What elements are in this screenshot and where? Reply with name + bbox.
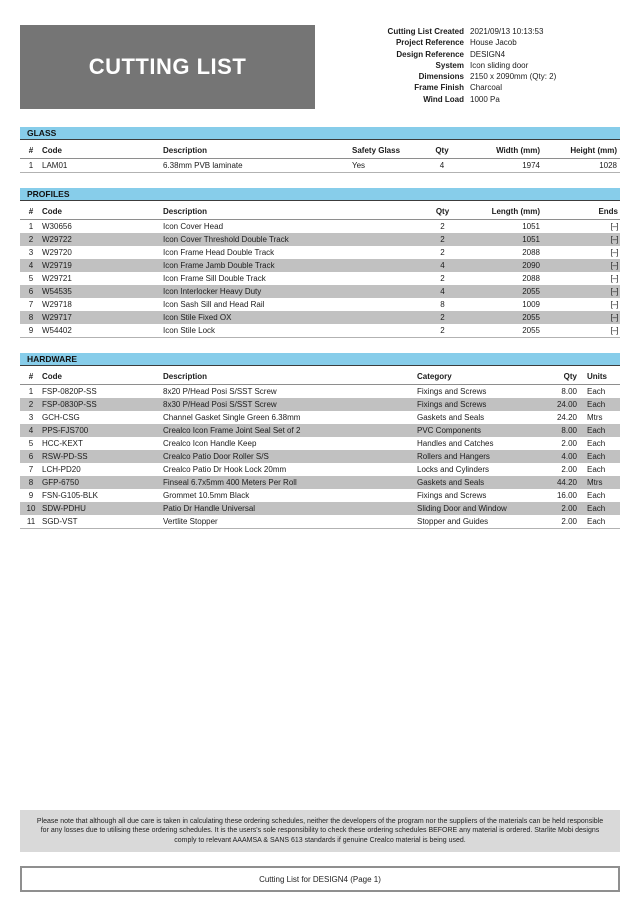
cell-num: 7 bbox=[28, 300, 34, 309]
cell-qty: 2 bbox=[440, 274, 445, 283]
cell-code: W30656 bbox=[42, 222, 72, 231]
cell-qty: 2.00 bbox=[561, 439, 577, 448]
col-header-description: Description bbox=[163, 204, 420, 220]
cell-category: Locks and Cylinders bbox=[417, 465, 490, 474]
cell-description: Vertlite Stopper bbox=[163, 517, 218, 526]
col-header-code: Code bbox=[42, 204, 163, 220]
table-row bbox=[20, 424, 620, 437]
meta-value: 2150 x 2090mm (Qty: 2) bbox=[470, 72, 557, 82]
cell-num: 8 bbox=[28, 313, 34, 322]
col-header-qty: Qty bbox=[540, 369, 577, 385]
cell-ends: [–] bbox=[610, 287, 618, 296]
hardware-section-header: HARDWARE bbox=[20, 353, 620, 366]
col-header-num: # bbox=[20, 369, 42, 385]
disclaimer-box bbox=[20, 810, 620, 852]
cell-height: 1028 bbox=[599, 161, 617, 170]
meta-row bbox=[369, 26, 620, 37]
cell-category: PVC Components bbox=[417, 426, 482, 435]
col-header-code: Code bbox=[42, 369, 163, 385]
page-header bbox=[0, 0, 640, 109]
meta-row bbox=[369, 60, 620, 71]
table-row bbox=[20, 285, 620, 298]
cell-description: Crealco Patio Door Roller S/S bbox=[163, 452, 269, 461]
cell-length: 2055 bbox=[522, 326, 540, 335]
cell-qty: 2 bbox=[440, 326, 445, 335]
cell-qty: 44.20 bbox=[556, 478, 577, 487]
cell-code: GFP-6750 bbox=[42, 478, 79, 487]
meta-value: House Jacob bbox=[470, 38, 517, 48]
cell-description: Icon Cover Threshold Double Track bbox=[163, 235, 289, 244]
cell-length: 2055 bbox=[522, 287, 540, 296]
meta-value: Charcoal bbox=[470, 83, 503, 93]
cell-description: Crealco Patio Dr Hook Lock 20mm bbox=[163, 465, 287, 474]
cell-length: 2090 bbox=[522, 261, 540, 270]
meta-row bbox=[369, 37, 620, 48]
cell-units: Each bbox=[587, 439, 606, 448]
meta-row bbox=[369, 82, 620, 93]
cell-ends: [–] bbox=[610, 261, 618, 270]
cell-qty: 16.00 bbox=[556, 491, 577, 500]
table-row bbox=[20, 463, 620, 476]
cell-code: FSP-0820P-SS bbox=[42, 387, 97, 396]
col-header-width: Width (mm) bbox=[462, 143, 540, 159]
cell-code: HCC-KEXT bbox=[42, 439, 83, 448]
cell-category: Gaskets and Seals bbox=[417, 413, 485, 422]
meta-row bbox=[369, 49, 620, 60]
cell-code: LAM01 bbox=[42, 161, 68, 170]
meta-label: Design Reference bbox=[396, 49, 464, 59]
document-meta bbox=[369, 26, 620, 105]
cell-description: Icon Frame Head Double Track bbox=[163, 248, 275, 257]
cell-length: 1051 bbox=[522, 235, 540, 244]
cell-ends: [–] bbox=[610, 326, 618, 335]
cell-length: 2088 bbox=[522, 274, 540, 283]
table-row bbox=[20, 489, 620, 502]
cell-qty: 24.00 bbox=[556, 400, 577, 409]
cell-num: 10 bbox=[26, 504, 36, 513]
col-header-description: Description bbox=[163, 143, 352, 159]
cell-description: 6.38mm PVB laminate bbox=[163, 161, 243, 170]
table-row bbox=[20, 515, 620, 529]
cell-description: Icon Frame Sill Double Track bbox=[163, 274, 266, 283]
table-row bbox=[20, 476, 620, 489]
cell-code: W54535 bbox=[42, 287, 72, 296]
cell-num: 9 bbox=[28, 491, 34, 500]
cell-code: W29717 bbox=[42, 313, 72, 322]
cell-code: W29720 bbox=[42, 248, 72, 257]
cell-units: Each bbox=[587, 400, 606, 409]
col-header-safety-glass: Safety Glass bbox=[352, 143, 422, 159]
table-row bbox=[20, 272, 620, 285]
page-footer bbox=[20, 866, 620, 892]
cell-units: Each bbox=[587, 504, 606, 513]
cell-category: Rollers and Hangers bbox=[417, 452, 490, 461]
cell-description: Crealco Icon Frame Joint Seal Set of 2 bbox=[163, 426, 301, 435]
col-header-num: # bbox=[20, 204, 42, 220]
cell-qty: 2.00 bbox=[561, 504, 577, 513]
meta-value: DESIGN4 bbox=[470, 49, 506, 59]
hardware-section bbox=[20, 353, 620, 529]
cell-num: 4 bbox=[28, 426, 34, 435]
cell-code: RSW-PD-SS bbox=[42, 452, 88, 461]
cell-units: Each bbox=[587, 426, 606, 435]
cell-ends: [–] bbox=[610, 274, 618, 283]
table-row bbox=[20, 259, 620, 272]
cell-code: SGD-VST bbox=[42, 517, 78, 526]
meta-row bbox=[369, 94, 620, 105]
cell-ends: [–] bbox=[610, 248, 618, 257]
footer-text: Cutting List for DESIGN4 (Page 1) bbox=[259, 874, 381, 884]
cell-category: Gaskets and Seals bbox=[417, 478, 485, 487]
cell-num: 9 bbox=[28, 326, 34, 335]
cell-qty: 4 bbox=[440, 287, 445, 296]
cell-qty: 4 bbox=[439, 161, 445, 170]
cell-description: Icon Cover Head bbox=[163, 222, 224, 231]
cell-category: Handles and Catches bbox=[417, 439, 494, 448]
cell-num: 3 bbox=[28, 248, 34, 257]
page-title: CUTTING LIST bbox=[88, 54, 247, 79]
meta-value: 1000 Pa bbox=[470, 94, 500, 104]
cell-code: FSN-G105-BLK bbox=[42, 491, 99, 500]
cell-code: W29718 bbox=[42, 300, 72, 309]
cell-qty: 8.00 bbox=[561, 387, 577, 396]
cell-num: 6 bbox=[28, 287, 34, 296]
cell-num: 1 bbox=[28, 222, 34, 231]
cell-code: PPS-FJS700 bbox=[42, 426, 89, 435]
meta-label: System bbox=[435, 60, 464, 70]
cell-qty: 2 bbox=[440, 248, 445, 257]
cell-units: Each bbox=[587, 517, 606, 526]
cell-category: Fixings and Screws bbox=[417, 387, 487, 396]
cell-qty: 2 bbox=[440, 235, 445, 244]
table-row bbox=[20, 246, 620, 259]
cell-qty: 4.00 bbox=[561, 452, 577, 461]
cell-description: Icon Interlocker Heavy Duty bbox=[163, 287, 262, 296]
col-header-code: Code bbox=[42, 143, 163, 159]
col-header-description: Description bbox=[163, 369, 417, 385]
meta-label: Cutting List Created bbox=[387, 27, 464, 36]
cell-num: 1 bbox=[28, 161, 34, 170]
cell-units: Each bbox=[587, 452, 606, 461]
meta-label: Dimensions bbox=[418, 72, 464, 82]
cell-code: W29721 bbox=[42, 274, 72, 283]
col-header-height: Height (mm) bbox=[540, 143, 620, 159]
meta-label: Wind Load bbox=[423, 94, 464, 104]
cell-length: 1051 bbox=[522, 222, 540, 231]
cell-description: Icon Stile Lock bbox=[163, 326, 216, 335]
cell-category: Stopper and Guides bbox=[417, 517, 489, 526]
hardware-table bbox=[20, 369, 620, 529]
cell-category: Sliding Door and Window bbox=[417, 504, 507, 513]
cell-description: 8x20 P/Head Posi S/SST Screw bbox=[163, 387, 277, 396]
cell-num: 7 bbox=[28, 465, 34, 474]
meta-label: Project Reference bbox=[395, 38, 464, 48]
cell-ends: [–] bbox=[610, 313, 618, 322]
glass-section-header: GLASS bbox=[20, 127, 620, 140]
cell-description: Icon Sash Sill and Head Rail bbox=[163, 300, 265, 309]
col-header-num: # bbox=[20, 143, 42, 159]
table-row bbox=[20, 437, 620, 450]
glass-section bbox=[20, 127, 620, 173]
title-box bbox=[20, 25, 315, 109]
cell-length: 1009 bbox=[522, 300, 540, 309]
cell-num: 2 bbox=[28, 400, 34, 409]
cell-description: Icon Stile Fixed OX bbox=[163, 313, 232, 322]
cell-ends: [–] bbox=[610, 222, 618, 231]
cell-length: 2088 bbox=[522, 248, 540, 257]
col-header-qty: Qty bbox=[420, 204, 465, 220]
table-row bbox=[20, 502, 620, 515]
column-header-row bbox=[20, 369, 620, 385]
cell-num: 4 bbox=[28, 261, 34, 270]
cell-num: 5 bbox=[28, 274, 34, 283]
cell-length: 2055 bbox=[522, 313, 540, 322]
cell-qty: 8.00 bbox=[561, 426, 577, 435]
cell-ends: [–] bbox=[610, 300, 618, 309]
col-header-category: Category bbox=[417, 369, 540, 385]
profiles-table bbox=[20, 204, 620, 338]
cell-qty: 2.00 bbox=[561, 465, 577, 474]
cell-units: Each bbox=[587, 491, 606, 500]
column-header-row bbox=[20, 204, 620, 220]
cell-num: 1 bbox=[28, 387, 34, 396]
col-header-length: Length (mm) bbox=[465, 204, 540, 220]
col-header-units: Units bbox=[577, 369, 620, 385]
cell-code: W29722 bbox=[42, 235, 72, 244]
col-header-qty: Qty bbox=[422, 143, 462, 159]
cell-num: 6 bbox=[28, 452, 34, 461]
cell-num: 5 bbox=[28, 439, 34, 448]
cell-qty: 2 bbox=[440, 222, 445, 231]
cell-code: FSP-0830P-SS bbox=[42, 400, 97, 409]
table-row bbox=[20, 311, 620, 324]
cell-description: Patio Dr Handle Universal bbox=[163, 504, 256, 513]
cell-num: 11 bbox=[26, 517, 36, 526]
cell-code: SDW-PDHU bbox=[42, 504, 86, 513]
table-row bbox=[20, 411, 620, 424]
cell-qty: 4 bbox=[440, 261, 445, 270]
cell-category: Fixings and Screws bbox=[417, 491, 487, 500]
table-row bbox=[20, 398, 620, 411]
cell-units: Each bbox=[587, 387, 606, 396]
cell-width: 1974 bbox=[522, 161, 540, 170]
cell-code: W54402 bbox=[42, 326, 72, 335]
meta-row bbox=[369, 71, 620, 82]
cell-num: 3 bbox=[28, 413, 34, 422]
cell-qty: 8 bbox=[440, 300, 445, 309]
table-row bbox=[20, 159, 620, 173]
cell-num: 2 bbox=[28, 235, 34, 244]
disclaimer-text: Please note that although all due care is taken in calculating these ordering schedules, neither the developers of the program nor the suppliers of the materials can be held responsible for any losses due to utilising these ordering schedules. It is the users's sole responsibility to check these ordering schedules BEFORE any material is ordered. Starlite Mobi designs comply to relevant AAAMSA & SANS 613 standards if genuine Crealco material is being used. bbox=[36, 817, 604, 844]
meta-value: 2021/09/13 10:13:53 bbox=[470, 27, 544, 36]
cell-units: Mtrs bbox=[587, 413, 603, 422]
cell-num: 8 bbox=[28, 478, 34, 487]
col-header-ends: Ends bbox=[540, 204, 620, 220]
cell-category: Fixings and Screws bbox=[417, 400, 487, 409]
cell-safety-glass: Yes bbox=[352, 161, 366, 170]
table-row bbox=[20, 233, 620, 246]
cell-description: Grommet 10.5mm Black bbox=[163, 491, 250, 500]
cell-code: W29719 bbox=[42, 261, 72, 270]
meta-value: Icon sliding door bbox=[470, 60, 529, 70]
glass-table bbox=[20, 143, 620, 173]
cell-code: LCH-PD20 bbox=[42, 465, 81, 474]
cell-description: 8x30 P/Head Posi S/SST Screw bbox=[163, 400, 277, 409]
profiles-section-header: PROFILES bbox=[20, 188, 620, 201]
cell-qty: 2.00 bbox=[561, 517, 577, 526]
cell-description: Icon Frame Jamb Double Track bbox=[163, 261, 275, 270]
cell-description: Channel Gasket Single Green 6.38mm bbox=[163, 413, 301, 422]
cell-units: Mtrs bbox=[587, 478, 603, 487]
table-row bbox=[20, 385, 620, 399]
table-row bbox=[20, 450, 620, 463]
table-row bbox=[20, 324, 620, 338]
cell-units: Each bbox=[587, 465, 606, 474]
table-row bbox=[20, 298, 620, 311]
cell-qty: 2 bbox=[440, 313, 445, 322]
cell-description: Finseal 6.7x5mm 400 Meters Per Roll bbox=[163, 478, 297, 487]
cell-description: Crealco Icon Handle Keep bbox=[163, 439, 257, 448]
cell-ends: [–] bbox=[610, 235, 618, 244]
column-header-row bbox=[20, 143, 620, 159]
cell-qty: 24.20 bbox=[556, 413, 577, 422]
cell-code: GCH-CSG bbox=[42, 413, 80, 422]
meta-label: Frame Finish bbox=[414, 83, 464, 93]
table-row bbox=[20, 220, 620, 234]
profiles-section bbox=[20, 188, 620, 338]
